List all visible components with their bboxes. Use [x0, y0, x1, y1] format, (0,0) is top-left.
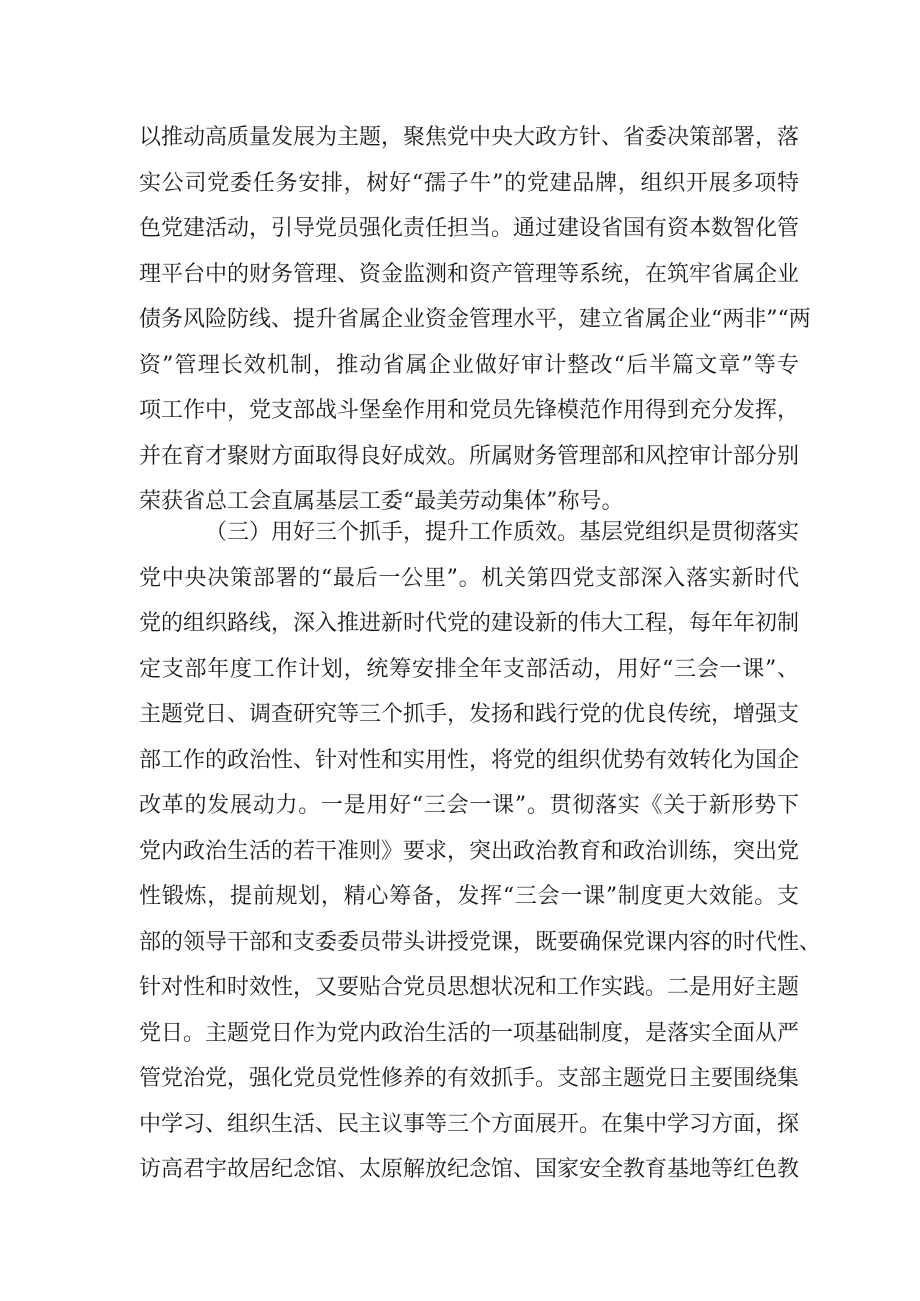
text-line: 实公司党委任务安排，树好“孺子牛”的党建品牌，组织开展多项特: [139, 170, 799, 196]
text-line: 以推动高质量发展为主题，聚焦党中央大政方针、省委决策部署，落: [139, 125, 800, 150]
text-line: 资”管理长效机制，推动省属企业做好审计整改“后半篇文章”等专: [139, 352, 799, 378]
text-line: 党日。主题党日作为党内政治生活的一项基础制度，是落实全面从严: [139, 1020, 800, 1046]
text-line: 访高君宇故居纪念馆、太原解放纪念馆、国家安全教育基地等红色教: [139, 1157, 800, 1182]
text-line: 党内政治生活的若干准则》要求，突出政治教育和政治训练，突出党: [139, 838, 800, 864]
text-line: 管党治党，强化党员党性修养的有效抓手。支部主题党日主要围绕集: [139, 1066, 800, 1091]
text-line: 荣获省总工会直属基层工委“最美劳动集体”称号。: [139, 489, 624, 514]
text-line: 部的领导干部和支委委员带头讲授党课，既要确保党课内容的时代性、: [139, 929, 822, 955]
text-line: 并在育才聚财方面取得良好成效。所属财务管理部和风控审计部分别: [139, 443, 800, 469]
text-line: 项工作中，党支部战斗堡垒作用和党员先锋模范作用得到充分发挥，: [139, 398, 800, 423]
text-line: 党中央决策部署的“最后一公里”。机关第四党支部深入落实新时代: [139, 565, 799, 591]
text-line: 债务风险防线、提升省属企业资金管理水平，建立省属企业“两非”“两: [139, 307, 811, 332]
text-line: 党的组织路线，深入推进新时代党的建设新的伟大工程，每年年初制: [139, 611, 800, 636]
text-line: 改革的发展动力。一是用好“三会一课”。贯彻落实《关于新形势下: [139, 793, 799, 818]
paragraph-party-building-results: [139, 115, 811, 525]
text-line: 定支部年度工作计划，统筹安排全年支部活动，用好“三会一课”、: [139, 656, 799, 682]
text-line: 主题党日、调查研究等三个抓手，发扬和践行党的优良传统，增强支: [139, 702, 800, 727]
text-line: 针对性和时效性，又要贴合党员思想状况和工作实践。二是用好主题: [139, 975, 800, 1000]
text-line: 性锻炼，提前规划，精心筹备，发挥“三会一课”制度更大效能。支: [139, 884, 799, 909]
text-line: 部工作的政治性、针对性和实用性，将党的组织优势有效转化为国企: [139, 747, 800, 773]
text-line: 中学习、组织生活、民主议事等三个方面展开。在集中学习方面，探: [139, 1111, 800, 1137]
section-heading-line: （三）用好三个抓手，提升工作质效。基层党组织是贯彻落实: [205, 520, 800, 545]
text-line: 理平台中的财务管理、资金监测和资产管理等系统，在筑牢省属企业: [139, 261, 800, 287]
paragraph-three-grips: [139, 510, 822, 1193]
text-line: 色党建活动，引导党员强化责任担当。通过建设省国有资本数智化管: [139, 216, 800, 241]
